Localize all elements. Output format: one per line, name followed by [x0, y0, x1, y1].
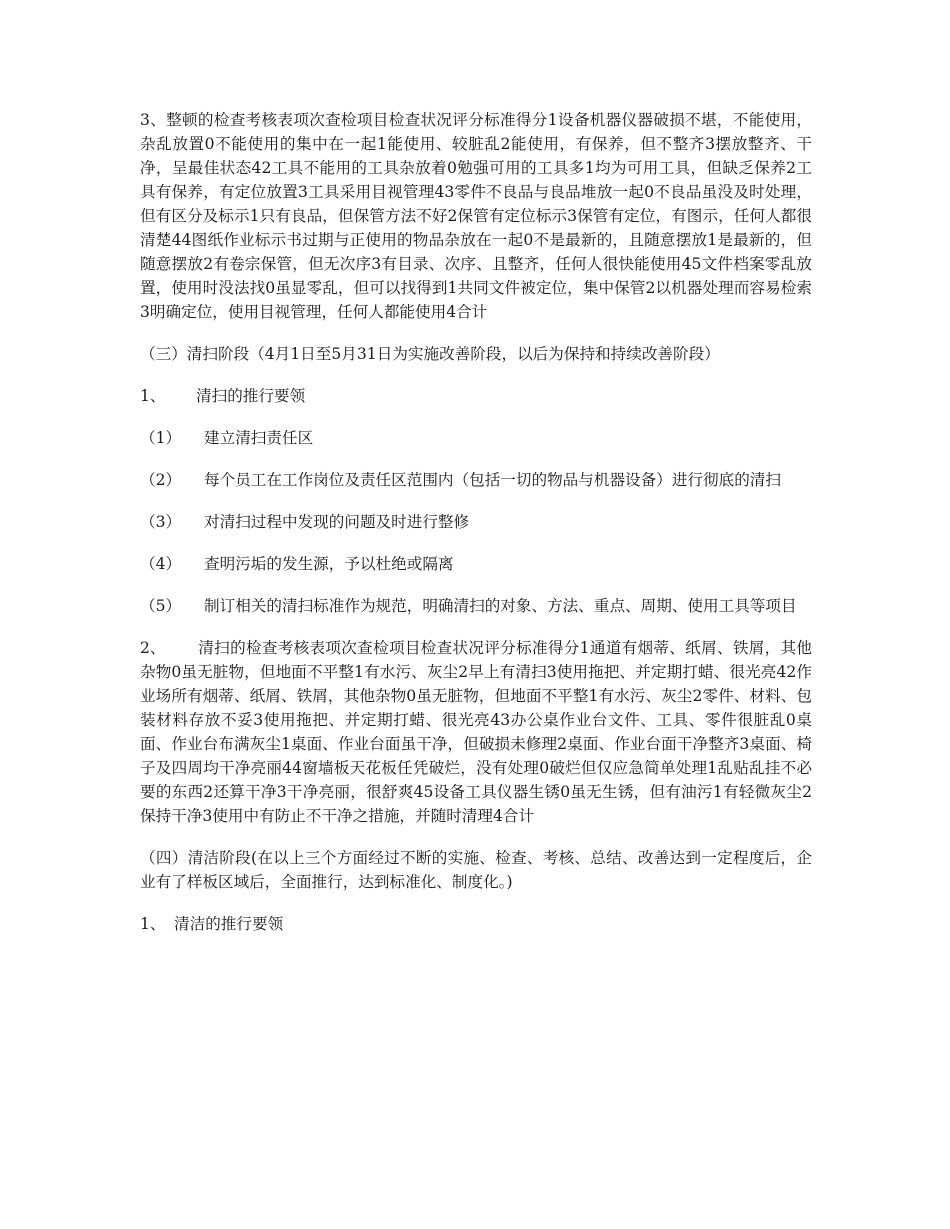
step-number: （5）	[140, 597, 182, 615]
document-body	[140, 108, 812, 954]
cleaning-item-1	[140, 384, 812, 408]
step-text: 每个员工在工作岗位及责任区范围内（包括一切的物品与机器设备）进行彻底的清扫	[204, 471, 781, 489]
item-number: 1、	[140, 915, 166, 933]
paragraph-sort-checklist: 3、整顿的检查考核表项次查检项目检查状况评分标准得分1设备机器仪器破损不堪，不能使用，杂乱放置0不能使用的集中在一起1能使用、较脏乱2能使用，有保养，但不整齐3摆放整齐、干净，呈最佳状态42工具不能用的工具杂放着0勉强可用的工具多1均为可用工具，但缺乏保养2工具有保养，有定位放置3工具采用目视管理43零件不良品与良品堆放一起0不良品虽没及时处理，但有区分及标示1只有良品，但保管方法不好2保管有定位标示3保管有定位，有图示，任何人都很清楚44图纸作业标示书过期与正使用的物品杂放在一起0不是最新的，且随意摆放1是最新的，但随意摆放2有卷宗保管，但无次序3有目录、次序、且整齐，任何人很快能使用45文件档案零乱放置，使用时没法找0虽显零乱，但可以找得到1共同文件被定位，集中保管2以机器处理而容易检索3明确定位，使用目视管理，任何人都能使用4合计	[140, 111, 812, 321]
tidiness-item-1	[140, 912, 812, 936]
step-text: 对清扫过程中发现的问题及时进行整修	[204, 513, 470, 531]
cleaning-step-4	[140, 552, 812, 576]
cleaning-step-1	[140, 426, 812, 450]
step-number: （2）	[140, 471, 182, 489]
item-text: 清洁的推行要领	[174, 915, 284, 933]
cleaning-step-5	[140, 594, 812, 618]
item-number: 1、	[140, 387, 166, 405]
cleaning-step-2	[140, 468, 812, 492]
cleaning-step-3	[140, 510, 812, 534]
step-number: （3）	[140, 513, 182, 531]
step-number: （4）	[140, 555, 182, 573]
section-title-tidiness: （四）清洁阶段(在以上三个方面经过不断的实施、检查、考核、总结、改善达到一定程度后，企业有了样板区域后，全面推行，达到标准化、制度化。)	[140, 849, 812, 891]
step-text: 制订相关的清扫标准作为规范，明确清扫的对象、方法、重点、周期、使用工具等项目	[204, 597, 797, 615]
cleaning-item-2	[140, 636, 812, 828]
step-number: （1）	[140, 429, 182, 447]
step-text: 建立清扫责任区	[204, 429, 314, 447]
section-title-cleaning: （三）清扫阶段（4月1日至5月31日为实施改善阶段，以后为保持和持续改善阶段）	[140, 345, 720, 363]
step-text: 查明污垢的发生源，予以杜绝或隔离	[204, 555, 454, 573]
item-text: 清扫的推行要领	[196, 387, 306, 405]
item-number: 2、	[140, 639, 166, 657]
item-text: 清扫的检查考核表项次查检项目检查状况评分标准得分1通道有烟蒂、纸屑、铁屑，其他杂物0虽无脏物，但地面不平整1有水污、灰尘2早上有清扫3使用拖把、并定期打蜡、很光亮42作业场所有烟蒂、纸屑、铁屑，其他杂物0虽无脏物，但地面不平整1有水污、灰尘2零件、材料、包装材料存放不妥3使用拖把、并定期打蜡、很光亮43办公桌作业台文件、工具、零件很脏乱0桌面、作业台布满灰尘1桌面、作业台面虽干净，但破损未修理2桌面、作业台面干净整齐3桌面、椅子及四周均干净亮丽44窗墙板天花板任凭破烂，没有处理0破烂但仅应急简单处理1乱贴乱挂不必要的东西2还算干净3干净亮丽，很舒爽45设备工具仪器生锈0虽无生锈，但有油污1有轻微灰尘2保持干净3使用中有防止不干净之措施，并随时清理4合计	[140, 639, 812, 825]
